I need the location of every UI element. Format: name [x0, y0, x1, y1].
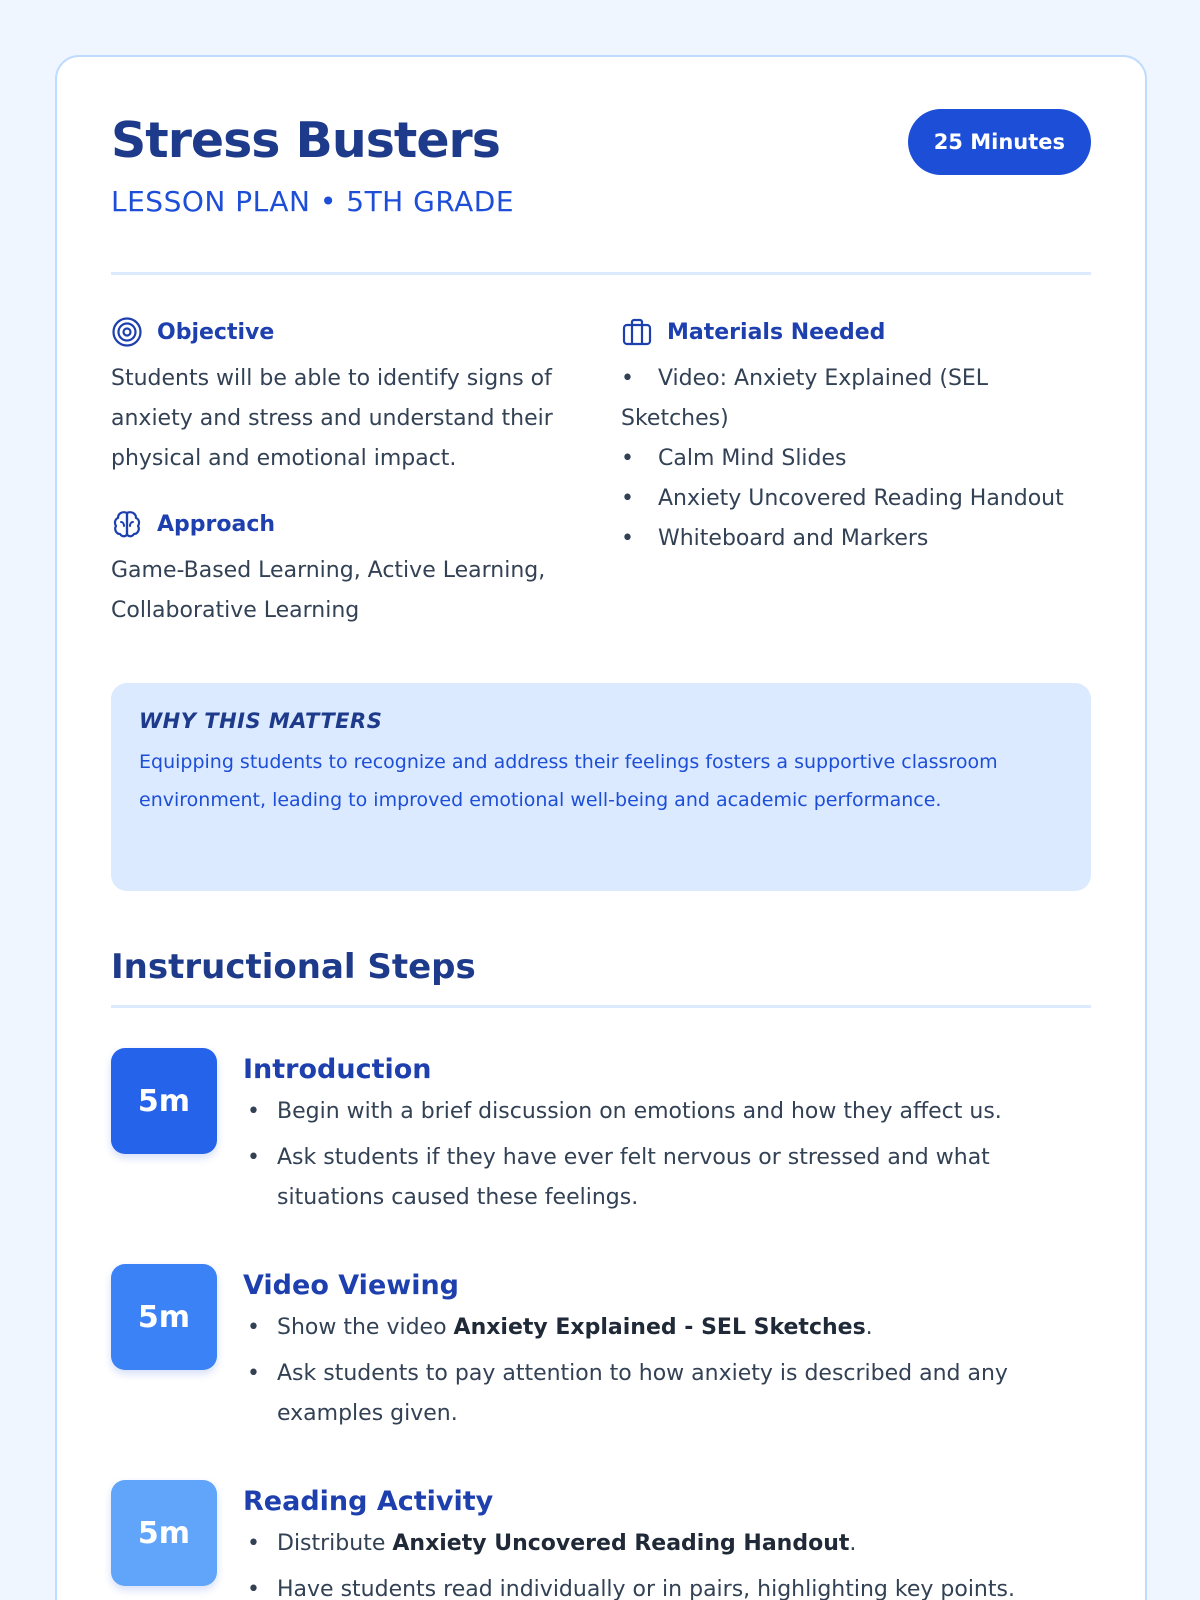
materials-heading-label: Materials Needed — [667, 319, 886, 345]
why-text: Equipping students to recognize and address their feelings fosters a supportive classroom environment, leading to improved emotional well-being and academic performance. — [139, 751, 998, 811]
lesson-header — [111, 109, 1091, 275]
step-bullet — [243, 1308, 1091, 1348]
page-title: Stress Busters — [111, 112, 500, 169]
bullet-text: . — [865, 1315, 873, 1340]
bullet-text: Ask students to pay attention to how anxiety is described and any examples given. — [277, 1361, 1008, 1426]
step-bullet — [243, 1570, 1091, 1600]
steps-list — [111, 1048, 1091, 1600]
step-bullet — [243, 1138, 1091, 1218]
why-this-matters-box — [111, 683, 1091, 891]
duration-badge: 25 Minutes — [908, 109, 1091, 175]
objective-heading — [111, 315, 621, 349]
list-item: • Calm Mind Slides — [621, 439, 1091, 479]
list-item: • Whiteboard and Markers — [621, 519, 1091, 559]
bullet-text: Show the video — [277, 1315, 454, 1340]
step-item — [111, 1480, 1091, 1600]
materials-column — [621, 315, 1091, 631]
page-subtitle: LESSON PLAN • 5TH GRADE — [111, 185, 515, 218]
step-bullet — [243, 1092, 1091, 1132]
brain-icon — [111, 508, 143, 540]
target-icon — [111, 316, 143, 348]
list-item: • Video: Anxiety Explained (SEL Sketches) — [621, 359, 1091, 439]
bullet-emphasis: Anxiety Uncovered Reading Handout — [392, 1531, 850, 1556]
lesson-plan-card — [55, 55, 1147, 1600]
step-body — [243, 1048, 1091, 1224]
step-body — [243, 1264, 1091, 1440]
bullet-text: Ask students if they have ever felt nervous or stressed and what situations caused these feelings. — [277, 1145, 990, 1210]
step-title: Reading Activity — [243, 1486, 494, 1517]
step-item — [111, 1048, 1091, 1224]
materials-heading — [621, 315, 1091, 349]
step-title: Introduction — [243, 1054, 432, 1085]
objective-text: Students will be able to identify signs of anxiety and stress and understand their physical and emotional impact. — [111, 366, 553, 471]
step-bullet-list — [243, 1308, 1091, 1434]
step-body — [243, 1480, 1091, 1600]
objective-heading-label: Objective — [157, 319, 275, 345]
info-grid — [111, 315, 1091, 631]
steps-section-title: Instructional Steps — [111, 947, 1091, 1008]
step-bullet — [243, 1524, 1091, 1564]
step-time-badge: 5m — [111, 1264, 217, 1370]
approach-heading-label: Approach — [157, 511, 276, 537]
bullet-emphasis: Anxiety Explained - SEL Sketches — [453, 1315, 866, 1340]
step-bullet-list — [243, 1524, 1091, 1600]
why-title: WHY THIS MATTERS — [139, 709, 383, 733]
objective-approach-column — [111, 315, 621, 631]
bullet-text: Distribute — [277, 1531, 393, 1556]
bullet-text: . — [849, 1531, 857, 1556]
step-title: Video Viewing — [243, 1270, 459, 1301]
approach-text: Game-Based Learning, Active Learning, Collaborative Learning — [111, 558, 546, 623]
step-item — [111, 1264, 1091, 1440]
materials-list — [621, 359, 1091, 559]
step-bullet-list — [243, 1092, 1091, 1218]
step-time-badge: 5m — [111, 1048, 217, 1154]
bullet-text: Have students read individually or in pairs, highlighting key points. — [277, 1577, 1015, 1600]
briefcase-icon — [621, 316, 653, 348]
bullet-text: Begin with a brief discussion on emotions and how they affect us. — [277, 1099, 1002, 1124]
step-bullet — [243, 1354, 1091, 1434]
list-item: • Anxiety Uncovered Reading Handout — [621, 479, 1091, 519]
approach-heading — [111, 507, 621, 541]
step-time-badge: 5m — [111, 1480, 217, 1586]
